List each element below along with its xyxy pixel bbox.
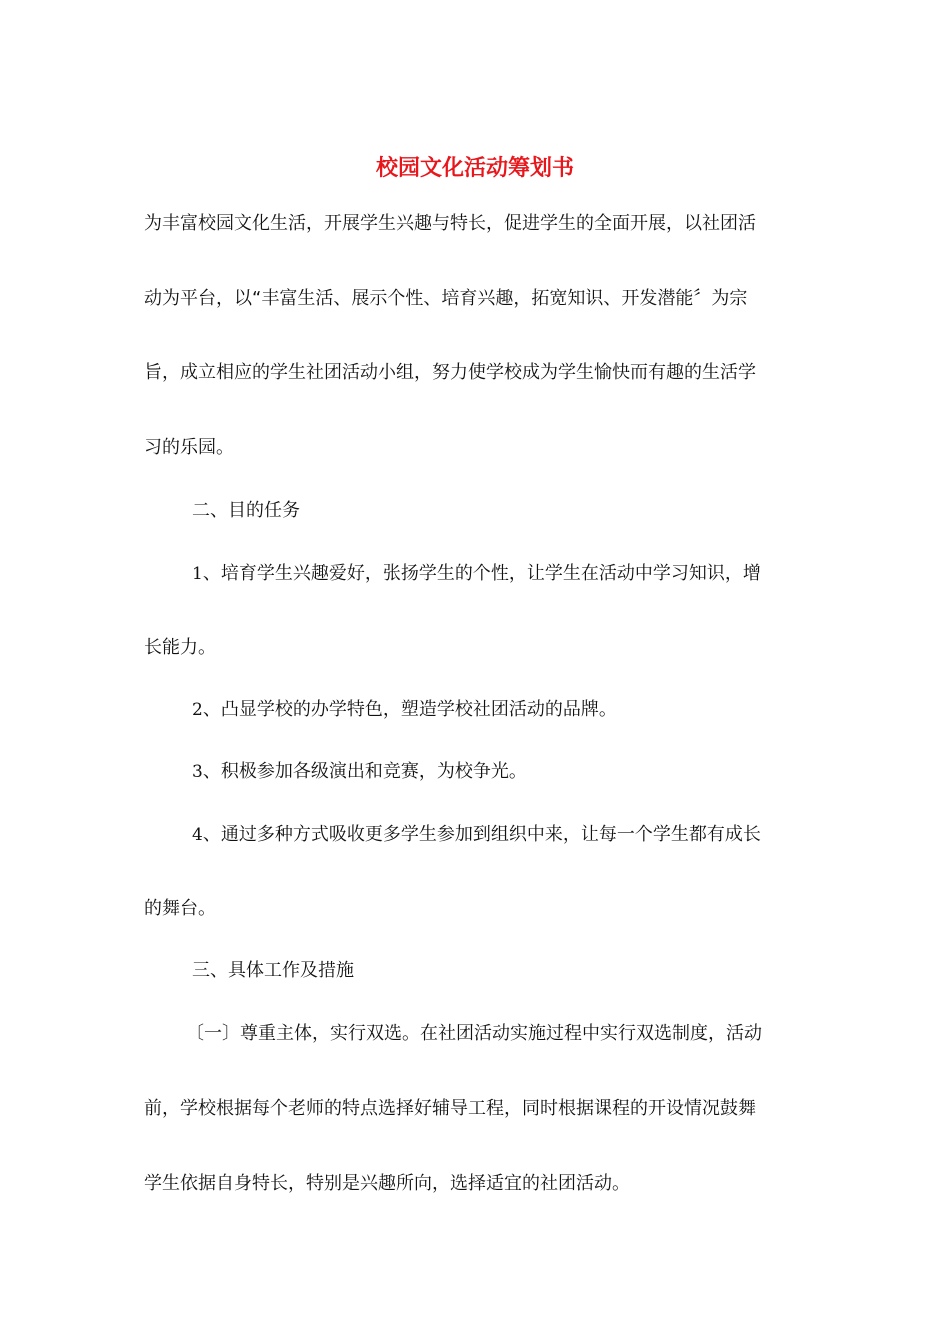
task-3-text: 、积极参加各级演出和竞赛，为校争光。 [202,761,527,782]
task-1-line-1 [192,560,761,588]
task-2-text: 、凸显学校的办学特色，塑造学校社团活动的品牌。 [202,699,617,720]
task-1-text: 、培育学生兴趣爱好，张扬学生的个性，让学生在活动中学习知识，增 [202,563,761,584]
task-4-line-2: 的舞台。 [144,898,216,919]
intro-line-2: 动为平台，以“丰富生活、展示个性、培育兴趣，拓宽知识、开发潜能〞为宗 [144,288,748,309]
task-2 [192,696,617,724]
intro-line-1: 为丰富校园文化生活，开展学生兴趣与特长，促进学生的全面开展，以社团活 [144,213,756,234]
measure-1-line-1: 〔一〕尊重主体，实行双选。在社团活动实施过程中实行双选制度，活动 [186,1023,762,1044]
measure-1-line-3: 学生依据自身特长，特别是兴趣所向，选择适宜的社团活动。 [144,1173,630,1194]
task-4-number: 4 [192,825,203,845]
measure-1-line-2: 前，学校根据每个老师的特点选择好辅导工程，同时根据课程的开设情况鼓舞 [144,1098,756,1119]
task-1-number: 1 [192,564,203,584]
section-heading-measures: 三、具体工作及措施 [192,960,354,981]
task-2-number: 2 [192,700,203,720]
task-3 [192,758,527,786]
task-4-line-1 [192,821,761,849]
intro-line-4: 习的乐园。 [144,437,234,458]
intro-line-3: 旨，成立相应的学生社团活动小组，努力使学校成为学生愉快而有趣的生活学 [144,362,756,383]
document-title: 校园文化活动筹划书 [375,155,574,181]
task-1-line-2: 长能力。 [144,637,216,658]
task-4-text: 、通过多种方式吸收更多学生参加到组织中来，让每一个学生都有成长 [202,824,761,845]
task-3-number: 3 [192,762,203,782]
section-heading-goals: 二、目的任务 [192,500,300,521]
